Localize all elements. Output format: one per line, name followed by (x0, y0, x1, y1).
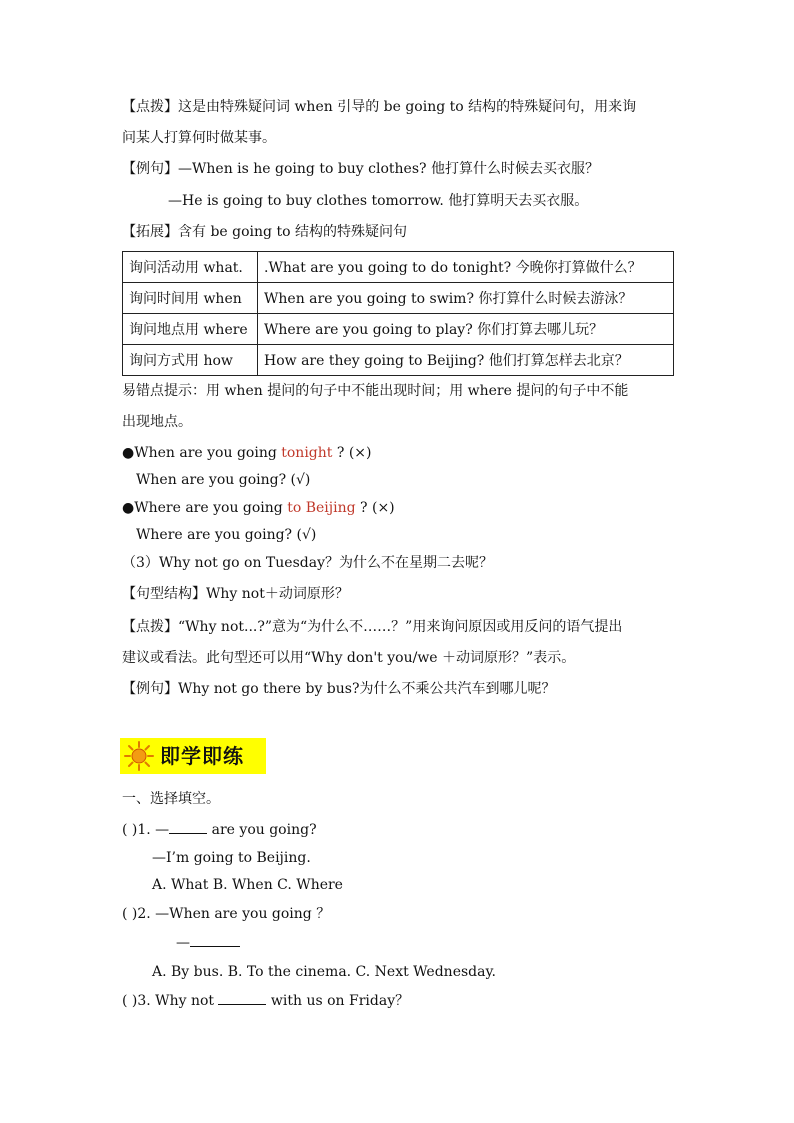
section-3-heading: （3）Why not go on Tuesday？为什么不在星期二去呢？ (122, 555, 493, 571)
banner-title: 即学即练 (160, 744, 244, 768)
question-word-table (122, 251, 674, 376)
answer-blank[interactable] (169, 821, 207, 834)
correct-example-2: Where are you going? (√) (136, 527, 317, 543)
table-cell-label: 询问时间用 when (123, 283, 258, 314)
table-cell-example: .What are you going to do tonight? 今晚你打算做什么？ (258, 252, 674, 283)
sun-icon (124, 741, 154, 771)
question-2-answer (176, 934, 240, 952)
table-cell-example: How are they going to Beijing? 他们打算怎样去北京？ (258, 345, 674, 376)
dianbo-line-2: 问某人打算何时做某事。 (122, 130, 276, 146)
answer-blank[interactable] (190, 934, 240, 947)
section-3-example: 【例句】Why not go there by bus?为什么不乘公共汽车到哪儿呢？ (122, 681, 556, 697)
table-row (123, 252, 674, 283)
wrong-example-text: ●Where are you going (122, 500, 288, 516)
question-3-text: with us on Friday？ (266, 993, 410, 1009)
question-1-answer: —I’m going to Beijing. (152, 850, 311, 866)
wrong-mark: ? (×) (332, 445, 372, 461)
section-3-dianbo-1: 【点拨】“Why not...?”意为“为什么不……？”用来询问原因或用反问的语气提出 (122, 619, 623, 635)
question-3 (122, 992, 409, 1010)
wrong-example-1 (122, 444, 371, 462)
table-cell-example: Where are you going to play? 你们打算去哪儿玩？ (258, 314, 674, 345)
extension-heading: 【拓展】含有 be going to 结构的特殊疑问句 (122, 224, 407, 240)
question-1-text: are you going? (207, 822, 317, 838)
section-3-dianbo-2: 建议或看法。此句型还可以用“Why don't you/we ＋动词原形？”表示。 (122, 650, 576, 666)
table-row (123, 283, 674, 314)
table-cell-label: 询问活动用 what. (123, 252, 258, 283)
question-2-dash: — (176, 935, 190, 951)
question-1-options: A. What B. When C. Where (152, 877, 343, 893)
example-line-2: —He is going to buy clothes tomorrow. 他打算明天去买衣服。 (168, 193, 589, 209)
table-cell-label: 询问地点用 where (123, 314, 258, 345)
question-1 (122, 821, 317, 839)
wrong-example-2 (122, 499, 395, 517)
tip-line-2: 出现地点。 (122, 414, 192, 430)
practice-banner (120, 738, 266, 774)
table-cell-label: 询问方式用 how (123, 345, 258, 376)
tip-line-1: 易错点提示：用 when 提问的句子中不能出现时间；用 where 提问的句子中不能 (122, 383, 629, 399)
exercise-section-title: 一、选择填空。 (122, 791, 220, 807)
table-row (123, 314, 674, 345)
answer-blank[interactable] (218, 992, 266, 1005)
correct-example-1: When are you going? (√) (136, 472, 311, 488)
table-cell-example: When are you going to swim? 你打算什么时候去游泳？ (258, 283, 674, 314)
question-3-prefix: ( )3. Why not (122, 993, 219, 1009)
question-2: ( )2. —When are you going ？ (122, 906, 331, 922)
dianbo-line-1: 【点拨】这是由特殊疑问词 when 引导的 be going to 结构的特殊疑问句，用来询 (122, 99, 637, 115)
sentence-structure: 【句型结构】Why not＋动词原形？ (122, 586, 349, 602)
question-1-prefix: ( )1. — (122, 822, 170, 838)
question-2-options: A. By bus. B. To the cinema. C. Next Wednesday. (152, 964, 496, 980)
wrong-example-text: ●When are you going (122, 445, 282, 461)
highlighted-error: to Beijing (287, 500, 356, 516)
example-line-1: 【例句】—When is he going to buy clothes? 他打算什么时候去买衣服？ (122, 161, 599, 177)
table-row (123, 345, 674, 376)
wrong-mark: ? (×) (355, 500, 395, 516)
highlighted-error: tonight (281, 445, 333, 461)
